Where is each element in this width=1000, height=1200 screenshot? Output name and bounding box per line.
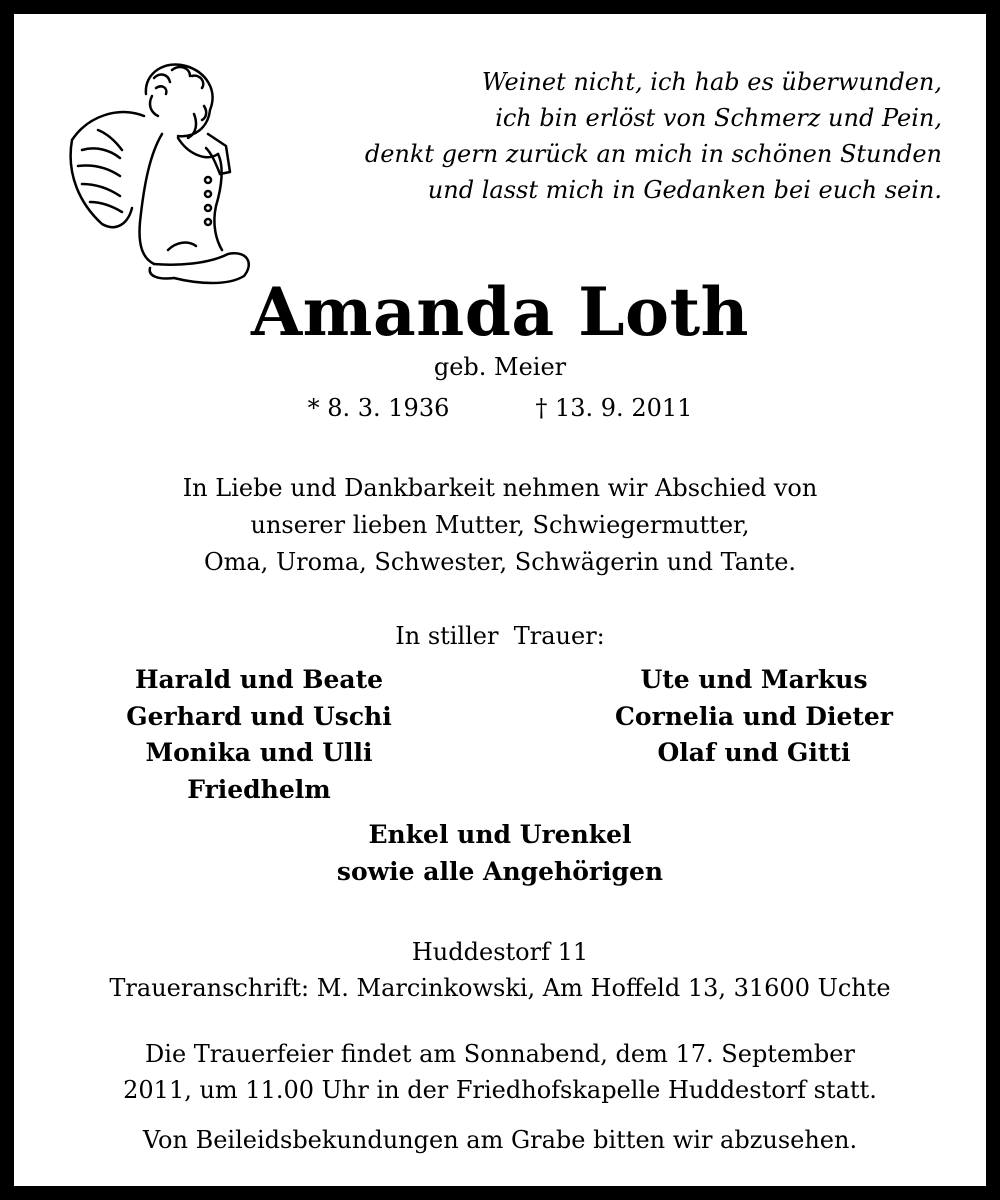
farewell-line: In Liebe und Dankbarkeit nehmen wir Abschied von (182, 474, 818, 502)
condolence-note: Von Beileidsbekundungen am Grabe bitten wir abzusehen. (142, 1126, 858, 1154)
poem (222, 64, 942, 208)
family-line: sowie alle Angehörigen (336, 857, 664, 886)
mourner-name: Gerhard und Uschi (126, 701, 392, 731)
deceased-name: Amanda Loth (250, 273, 750, 351)
mourner-name: Ute und Markus (640, 665, 868, 694)
farewell-line: Oma, Uroma, Schwester, Schwägerin und Tante. (203, 548, 797, 576)
birth-name: geb. Meier (433, 353, 567, 381)
extended-family (14, 816, 986, 890)
mourners-heading: In stiller Trauer: (395, 622, 605, 650)
poem-line: ich bin erlöst von Schmerz und Pein, (495, 104, 942, 132)
poem-line: und lasst mich in Gedanken bei euch sein. (427, 176, 942, 204)
mourner-name: Monika und Ulli (145, 738, 373, 767)
mourner-name: Harald und Beate (134, 665, 384, 694)
farewell-line: unserer lieben Mutter, Schwiegermutter, (250, 511, 750, 539)
life-dates (14, 392, 986, 424)
service-line: Die Trauerfeier findet am Sonnabend, dem 17. September (145, 1040, 855, 1068)
death-date: † 13. 9. 2011 (535, 394, 693, 422)
mourner-name: Cornelia und Dieter (615, 701, 893, 731)
service-line: 2011, um 11.00 Uhr in der Friedhofskapelle Huddestorf statt. (123, 1076, 877, 1104)
mourning-address (14, 934, 986, 1006)
funeral-service-info (14, 1036, 986, 1108)
address-line: Huddestorf 11 (411, 938, 589, 966)
address-line: Traueranschrift: M. Marcinkowski, Am Hoffeld 13, 31600 Uchte (109, 974, 891, 1002)
mourner-name: Friedhelm (187, 774, 331, 804)
poem-line: denkt gern zurück an mich in schönen Stunden (364, 140, 942, 168)
mourners-right-column (554, 662, 954, 772)
birth-date: * 8. 3. 1936 (307, 394, 450, 422)
mourner-name: Olaf und Gitti (657, 738, 851, 767)
poem-line: Weinet nicht, ich hab es überwunden, (481, 68, 942, 96)
farewell-text (54, 470, 946, 581)
family-line: Enkel und Urenkel (368, 820, 632, 849)
mourners-left-column (74, 662, 444, 808)
